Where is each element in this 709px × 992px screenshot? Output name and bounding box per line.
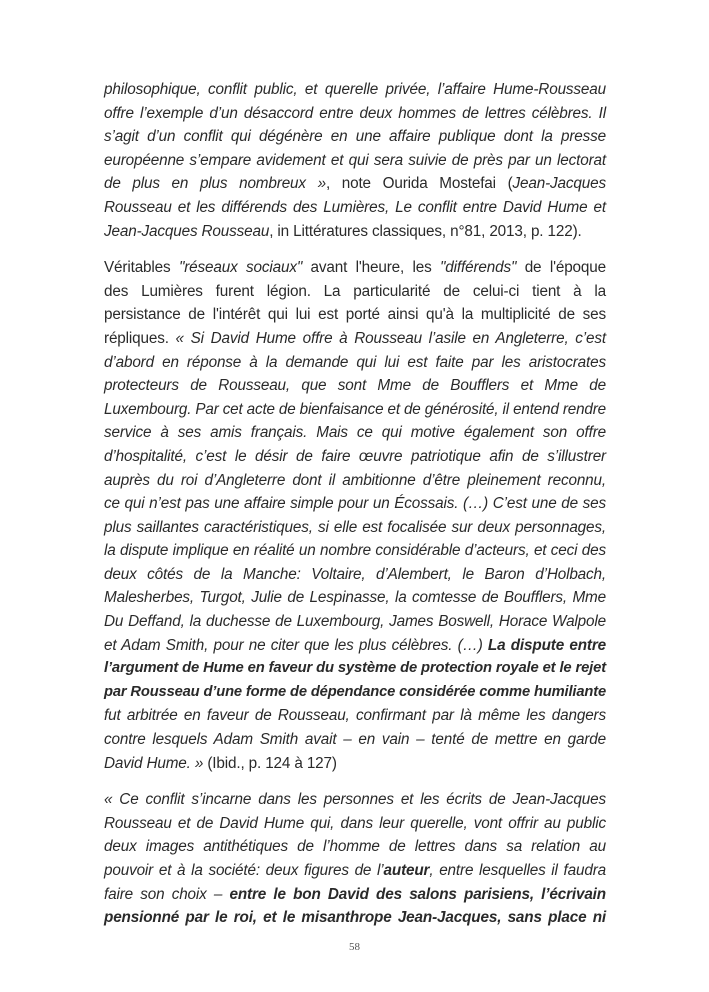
text-run: deux côtés de la Manche: Voltaire, d’Alembert, le Baron d’Holbach, <box>104 565 606 583</box>
text-line <box>104 812 606 836</box>
text-run: de plus en plus nombreux » <box>104 175 326 193</box>
text-run: philosophique, conflit public, et querelle privée, l’affaire Hume-Rousseau <box>104 81 606 98</box>
text-run: protecteurs de Rousseau, que sont Mme de Boufflers et Mme de <box>104 377 606 395</box>
text-run: des Lumières furent légion. La particularité de celui-ci tient à la <box>104 282 606 300</box>
paragraph-3 <box>104 788 606 930</box>
text-line <box>104 539 606 563</box>
text-run: plus saillantes caractéristiques, si elle est focalisée sur deux personnages, <box>104 518 606 536</box>
text-line <box>104 752 606 776</box>
text-line <box>104 327 606 351</box>
text-line <box>104 835 606 859</box>
text-line <box>104 149 606 173</box>
text-line <box>104 125 606 149</box>
text-run: deux images antithétiques de l’homme de lettres dans sa relation au <box>104 838 606 856</box>
paragraph-2 <box>104 256 606 775</box>
text-run: "réseaux sociaux" <box>178 259 303 277</box>
text-line <box>104 681 606 705</box>
text-run: européenne s’empare avidement et qui sera suivie de près par un lectorat <box>104 151 606 169</box>
text-line <box>104 586 606 610</box>
text-line <box>104 859 606 883</box>
text-run: l’argument de Hume en faveur du système de protection royale et le rejet <box>104 660 606 677</box>
text-run: Malesherbes, Turgot, Julie de Lespinasse, la comtesse de Boufflers, Mme <box>104 589 606 607</box>
text-run: , note Ourida Mostefai ( <box>325 175 513 193</box>
text-run: répliques. <box>104 329 176 347</box>
text-line <box>104 634 606 658</box>
text-run: pouvoir et à la société: deux figures de l’ <box>104 862 384 879</box>
text-run: offre l’exemple d’un désaccord entre deux hommes de lettres célèbres. Il <box>104 104 606 122</box>
text-run: d’abord en réponse à la demande qui lui est faite par les aristocrates <box>104 353 606 371</box>
text-line <box>104 280 606 304</box>
paragraph-1 <box>104 78 606 243</box>
text-line <box>104 728 606 752</box>
text-run: entre le bon David des salons parisiens, l’écrivain <box>229 885 606 903</box>
text-run: , entre lesquelles il faudra <box>429 862 606 879</box>
text-run: et Adam Smith, pour ne citer que les plus célèbres. (…) <box>104 636 488 654</box>
text-run: , in Littératures classiques, n°81, 2013, p. 122). <box>269 222 582 240</box>
text-line <box>104 220 606 244</box>
text-run: Luxembourg. Par cet acte de bienfaisance et de générosité, il entend rendre <box>104 400 606 418</box>
text-run: la dispute implique en réalité un nombre considérable d’acteurs, et ceci des <box>104 542 606 560</box>
text-line <box>104 421 606 445</box>
text-run: « Ce conflit s’incarne dans les personnes et les écrits de Jean-Jacques <box>104 791 606 809</box>
text-run: par Rousseau d’une forme de dépendance considérée comme humiliante <box>104 683 606 700</box>
text-line <box>104 196 606 220</box>
text-run: Du Deffand, la duchesse de Luxembourg, James Boswell, Horace Walpole <box>104 613 606 631</box>
text-run: Jean-Jacques <box>512 175 606 193</box>
text-line <box>104 102 606 126</box>
text-line <box>104 398 606 422</box>
text-run: Jean-Jacques Rousseau <box>104 222 270 240</box>
text-line <box>104 704 606 728</box>
text-line <box>104 256 606 280</box>
text-line <box>104 351 606 375</box>
text-run: Rousseau et les différends des Lumières, Le conflit entre David Hume et <box>104 198 606 216</box>
text-run: « Si David Hume offre à Rousseau l’asile en Angleterre, c’est <box>175 329 606 347</box>
text-run: auteur <box>383 862 430 879</box>
text-line <box>104 516 606 540</box>
text-line <box>104 883 606 907</box>
text-line <box>104 172 606 196</box>
text-run: David Hume. » <box>104 754 204 772</box>
text-run: La dispute entre <box>487 636 607 654</box>
text-run: s’agit d’un conflit qui dégénère en une affaire publique dont la presse <box>104 128 606 146</box>
text-run: ce qui n’est pas une affaire simple pour un Écossais. (…) C’est une de ses <box>104 495 606 513</box>
text-line <box>104 492 606 516</box>
text-line <box>104 906 606 930</box>
text-line <box>104 657 606 681</box>
text-line <box>104 374 606 398</box>
text-line <box>104 445 606 469</box>
text-run: faire son choix – <box>104 885 230 903</box>
text-run: Rousseau et de David Hume qui, dans leur querelle, vont offrir au public <box>104 814 606 832</box>
text-run: service à ses amis français. Mais ce qui motive également son offre <box>104 424 606 442</box>
text-line <box>104 469 606 493</box>
text-run: contre lesquels Adam Smith avait – en vain – tenté de mettre en garde <box>104 731 606 749</box>
text-run: fut arbitrée en faveur de Rousseau, confirmant par là même les dangers <box>104 707 606 725</box>
text-line <box>104 788 606 812</box>
text-line <box>104 610 606 634</box>
text-run: pensionné par le roi, et le misanthrope Jean-Jacques, sans place ni <box>104 909 606 927</box>
text-run: d’hospitalité, c’est le désir de faire œuvre patriotique afin de s’illustrer <box>104 447 606 465</box>
text-run: Véritables <box>104 259 179 277</box>
text-run: avant l'heure, les <box>302 259 441 277</box>
text-run: persistance de l'intérêt qui lui est porté ainsi qu'à la multiplicité de ses <box>104 306 606 324</box>
text-run: "différends" <box>440 259 517 277</box>
text-run: auprès du roi d’Angleterre dont il ambitionne d’être pleinement reconnu, <box>104 471 606 489</box>
page-number: 58 <box>349 941 360 953</box>
text-run: de l'époque <box>516 259 606 277</box>
text-line <box>104 303 606 327</box>
text-line <box>104 78 606 102</box>
text-line <box>104 563 606 587</box>
text-run: (Ibid., p. 124 à 127) <box>203 754 337 772</box>
body-text <box>104 78 606 943</box>
